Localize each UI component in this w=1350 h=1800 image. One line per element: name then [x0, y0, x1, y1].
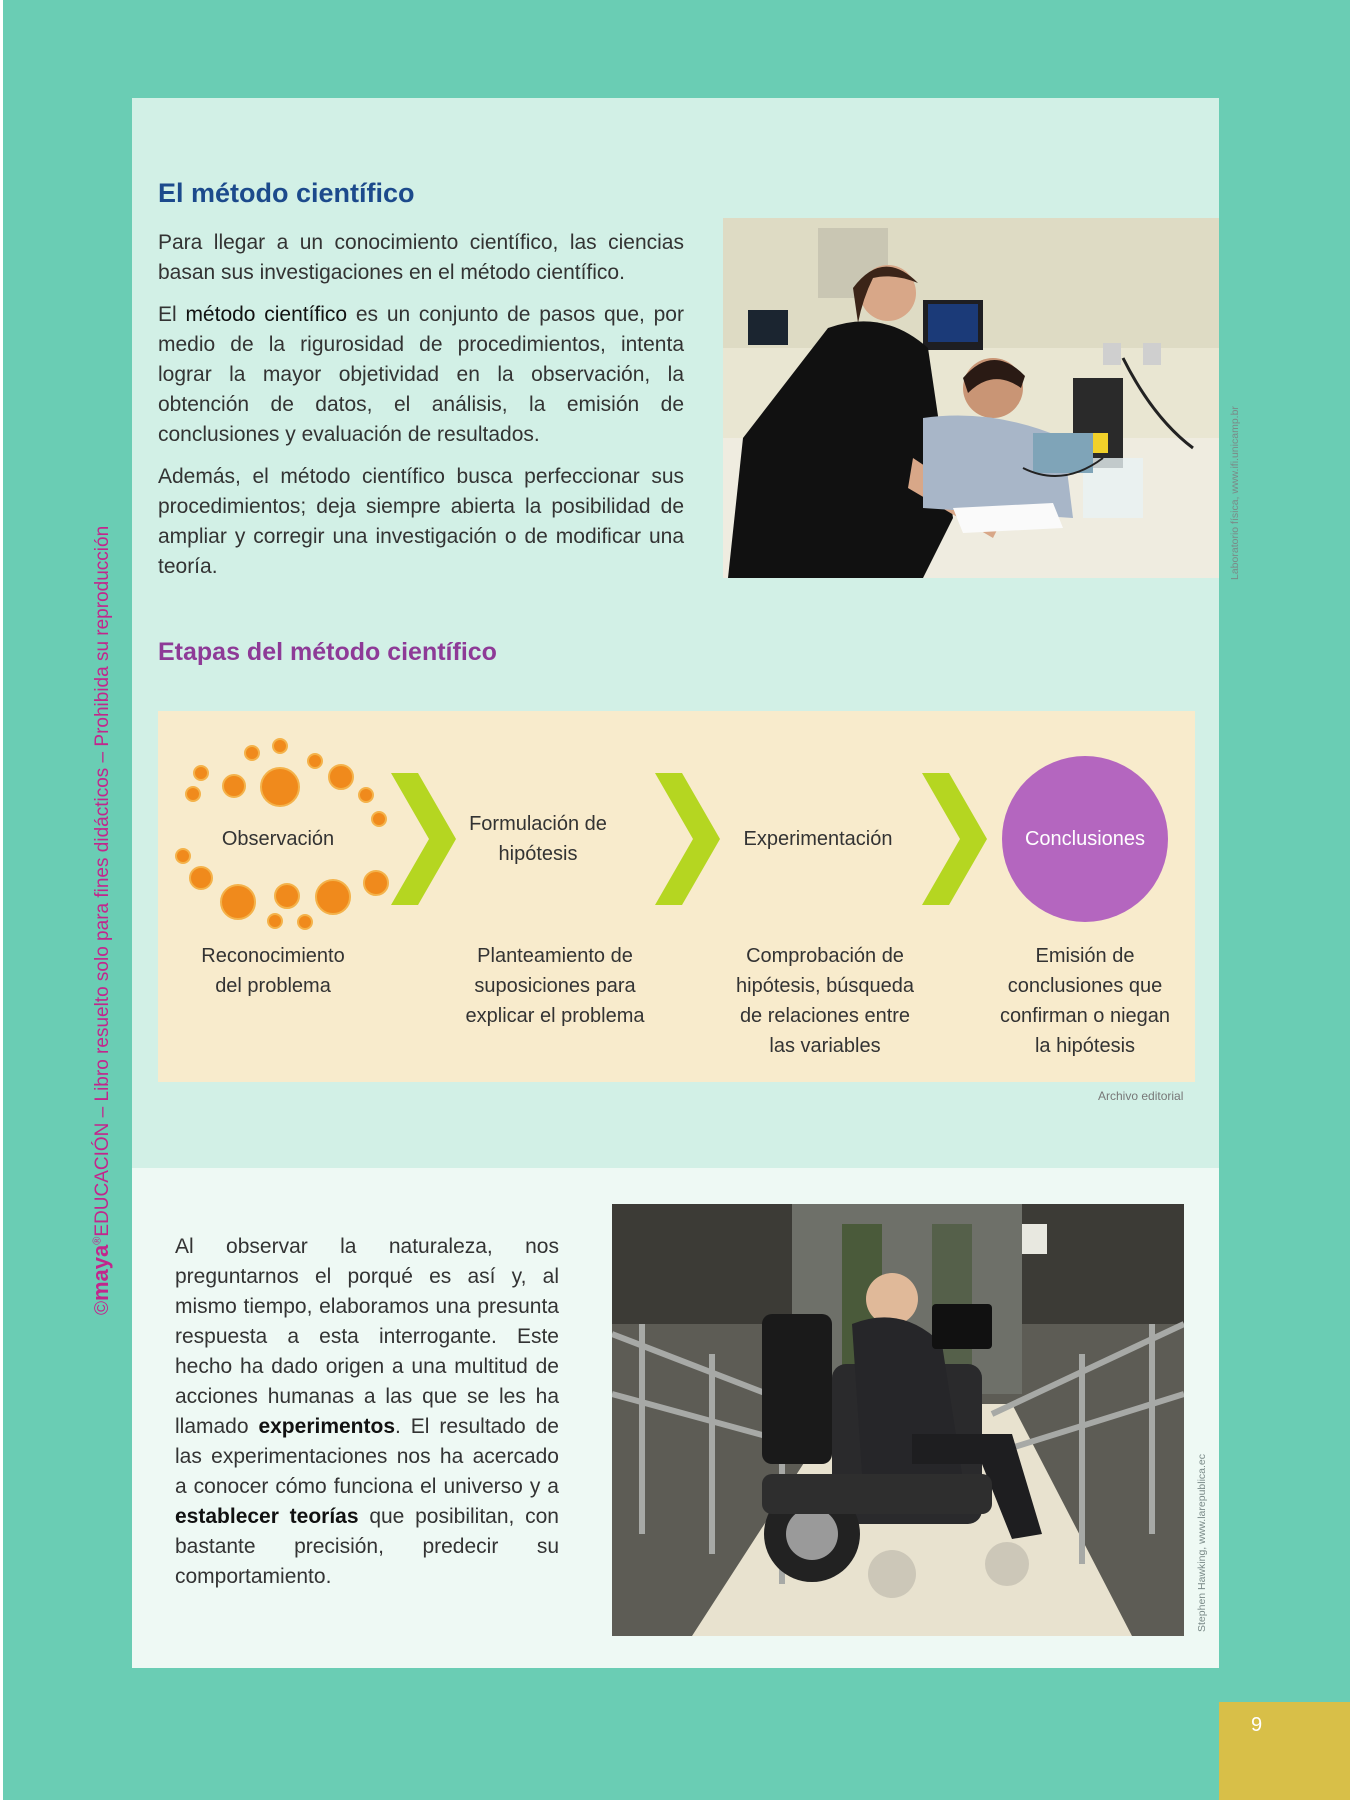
- desc-experimentacion: Comprobación de hipótesis, búsqueda de relaciones entre las variables: [736, 945, 914, 1057]
- hawking-photo: [612, 1204, 1184, 1636]
- stage-observacion: Observación: [221, 828, 335, 850]
- page-number: 9: [1251, 1714, 1263, 1736]
- copyright-text: EDUCACIÓN – Libro resuelto solo para fines didácticos – Prohibida su reproducción: [92, 525, 113, 1237]
- desc-conclusiones: Emisión de conclusiones que confirman o niegan la hipótesis: [999, 945, 1171, 1057]
- para2-text-1: Al observar la naturaleza, nos preguntarnos el porqué es así y, al mismo tiempo, elaboramos una presunta respuesta a esta interrogante. Este hecho ha dado origen a una multitud de acciones humanas a las que se les ha llamado: [175, 1235, 559, 1438]
- para2-text-2: . El resultado de las experimentaciones nos ha acercado a conocer cómo funciona el universo y a: [175, 1415, 559, 1498]
- copyright-symbol: ©: [92, 1301, 113, 1315]
- page-number-box: [1219, 1702, 1350, 1800]
- intro-paragraph-1: Para llegar a un conocimiento científico, las ciencias basan sus investigaciones en el método científico.: [158, 231, 684, 284]
- experiments-paragraph: [175, 1232, 559, 1592]
- left-edge-line: [0, 0, 3, 1800]
- p2-bold-term: método científico: [185, 303, 348, 326]
- p2-start: El: [158, 303, 186, 326]
- arrow-3: [922, 773, 987, 905]
- arrow-1: [391, 773, 456, 905]
- stages-diagram: [158, 711, 1195, 1082]
- stages-heading: Etapas del método científico: [158, 638, 497, 666]
- registered-mark: ®: [91, 1236, 104, 1245]
- section-heading: El método científico: [158, 178, 415, 208]
- para2-bold-teorias: establecer teorías: [175, 1505, 359, 1528]
- brand-maya: maya: [88, 1244, 113, 1301]
- stages-credit: Archivo editorial: [1098, 1089, 1184, 1103]
- intro-paragraph-2: [158, 300, 684, 450]
- intro-paragraph-3: Además, el método científico busca perfeccionar sus procedimientos; deja siempre abierta la posibilidad de ampliar y corregir una investigación o de modificar una teoría.: [158, 465, 684, 578]
- desc-observacion: Reconocimiento del problema: [201, 945, 345, 997]
- stage-experimentacion: Experimentación: [743, 828, 893, 850]
- p2-rest: es un conjunto de pasos que, por medio de la rigurosidad de procedimientos, intenta lograr la mayor objetividad en la observación, la obtención de datos, el análisis, la emisión de conclusiones y evaluación de resultados.: [158, 303, 684, 446]
- para2-bold-experimentos: experimentos: [258, 1415, 396, 1438]
- stage-conclusiones: Conclusiones: [1024, 828, 1146, 850]
- lab-photo: [723, 218, 1219, 578]
- arrow-2: [655, 773, 720, 905]
- copyright-sidebar: [88, 526, 114, 1315]
- stage-formulacion: Formulación de hipótesis: [469, 813, 607, 865]
- lab-photo-credit: Laboratorio física, www.ifi.unicamp.br: [1229, 406, 1241, 580]
- hawking-photo-credit: Stephen Hawking, www.larepublica.ec: [1196, 1453, 1208, 1632]
- para2-text-3: que posibilitan, con bastante precisión, predecir su comportamiento.: [175, 1505, 559, 1588]
- desc-formulacion: Planteamiento de suposiciones para explicar el problema: [465, 945, 645, 1027]
